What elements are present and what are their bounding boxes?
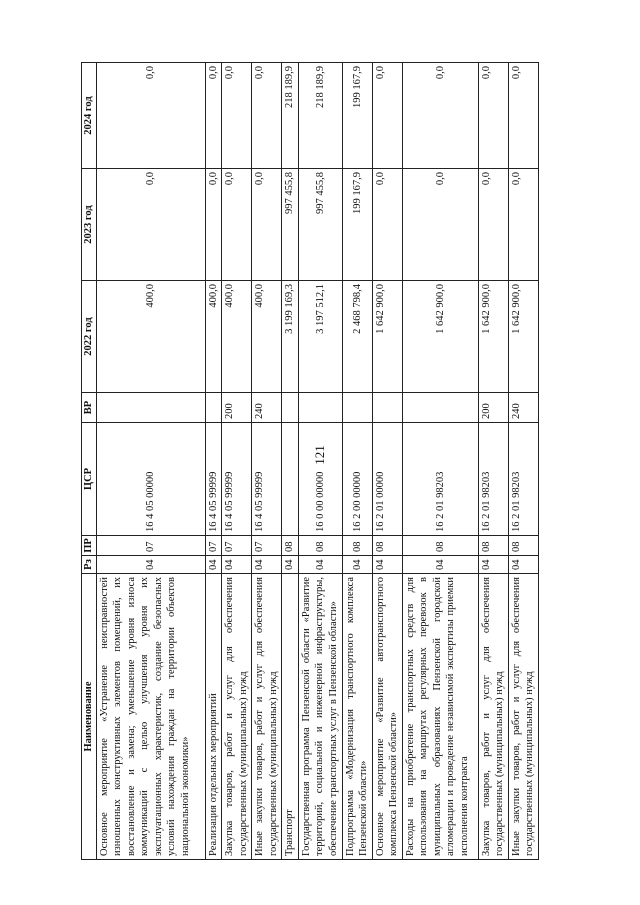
row-2024: 0,0 xyxy=(372,63,402,169)
row-2022: 400,0 xyxy=(222,281,252,393)
row-vr xyxy=(298,393,342,423)
row-2024: 218 189,9 xyxy=(298,63,342,169)
row-2023: 0,0 xyxy=(372,169,402,281)
row-name: Основное мероприятие «Устранение неисправностей изношенных конструктивных элементов помещений, их восстановление и замена; уменьшение уровня износа коммуникаций с целью улучшения уровня их эксплуатационных характеристик, создание безопасных условий нахождения граждан на территории объектов национальной экономики» xyxy=(97,574,206,860)
row-csr: 16 4 05 99999 xyxy=(222,423,252,536)
row-vr: 240 xyxy=(252,393,282,423)
row-name: Реализация отдельных мероприятий xyxy=(206,574,222,860)
row-pr: 07 xyxy=(206,536,222,556)
row-vr xyxy=(402,393,478,423)
row-vr xyxy=(342,393,372,423)
row-csr: 16 2 01 00000 xyxy=(372,423,402,536)
row-pr: 07 xyxy=(252,536,282,556)
row-vr xyxy=(206,393,222,423)
row-csr: 16 2 01 98203 xyxy=(478,423,508,536)
header-vr: ВР xyxy=(82,393,97,423)
row-name: Транспорт xyxy=(282,574,298,860)
header-rz: Рз xyxy=(82,556,97,574)
row-2023: 997 455,8 xyxy=(298,169,342,281)
row-rz: 04 xyxy=(206,556,222,574)
row-csr: 16 0 00 00000 xyxy=(298,423,342,536)
header-pr: ПР xyxy=(82,536,97,556)
table-row xyxy=(372,63,402,860)
row-2022: 1 642 900,0 xyxy=(372,281,402,393)
row-name: Закупка товаров, работ и услуг для обеспечения государственных (муниципальных) нужд xyxy=(478,574,508,860)
row-name: Расходы на приобретение транспортных средств для использования на маршрутах регулярных перевозок в муниципальных образованиях Пензенской городской агломерации и проведение независимой экспертизы приемки исполнения контракта xyxy=(402,574,478,860)
table-row xyxy=(206,63,222,860)
table-row xyxy=(298,63,342,860)
header-2023: 2023 год xyxy=(82,169,97,281)
row-2022: 400,0 xyxy=(97,281,206,393)
table-row xyxy=(252,63,282,860)
header-2022: 2022 год xyxy=(82,281,97,393)
row-2024: 199 167,9 xyxy=(342,63,372,169)
row-2022: 3 199 169,3 xyxy=(282,281,298,393)
header-2024: 2024 год xyxy=(82,63,97,169)
row-pr: 08 xyxy=(282,536,298,556)
row-2022: 3 197 512,1 xyxy=(298,281,342,393)
table-row xyxy=(342,63,372,860)
row-2023: 997 455,8 xyxy=(282,169,298,281)
row-rz: 04 xyxy=(342,556,372,574)
row-2022: 400,0 xyxy=(252,281,282,393)
row-2024: 0,0 xyxy=(402,63,478,169)
row-name: Основное мероприятие «Развитие автотранспортного комплекса Пензенской области» xyxy=(372,574,402,860)
row-pr: 08 xyxy=(298,536,342,556)
row-rz: 04 xyxy=(508,556,538,574)
row-name: Закупка товаров, работ и услуг для обеспечения государственных (муниципальных) нужд xyxy=(222,574,252,860)
row-csr xyxy=(282,423,298,536)
row-csr: 16 2 00 00000 xyxy=(342,423,372,536)
row-2024: 0,0 xyxy=(222,63,252,169)
table-row xyxy=(478,63,508,860)
table-row xyxy=(222,63,252,860)
row-name: Подпрограмма «Модернизация транспортного комплекса Пензенской области» xyxy=(342,574,372,860)
row-name: Иные закупки товаров, работ и услуг для обеспечения государственных (муниципальных) нужд xyxy=(252,574,282,860)
row-2023: 0,0 xyxy=(222,169,252,281)
row-2023: 0,0 xyxy=(252,169,282,281)
row-csr: 16 2 01 98203 xyxy=(402,423,478,536)
row-2024: 0,0 xyxy=(206,63,222,169)
row-vr: 200 xyxy=(478,393,508,423)
row-2022: 1 642 900,0 xyxy=(402,281,478,393)
row-2024: 0,0 xyxy=(478,63,508,169)
page-number: 121 xyxy=(312,445,327,465)
row-2024: 218 189,9 xyxy=(282,63,298,169)
header-row xyxy=(82,63,97,860)
row-2024: 0,0 xyxy=(97,63,206,169)
row-pr: 08 xyxy=(402,536,478,556)
row-pr: 07 xyxy=(97,536,206,556)
table-row xyxy=(402,63,478,860)
rotated-table-container xyxy=(81,63,557,860)
row-2023: 0,0 xyxy=(508,169,538,281)
row-csr: 16 4 05 00000 xyxy=(97,423,206,536)
row-vr: 240 xyxy=(508,393,538,423)
row-2022: 400,0 xyxy=(206,281,222,393)
row-rz: 04 xyxy=(298,556,342,574)
row-2024: 0,0 xyxy=(508,63,538,169)
header-csr: ЦСР xyxy=(82,423,97,536)
row-pr: 08 xyxy=(478,536,508,556)
row-rz: 04 xyxy=(222,556,252,574)
row-vr xyxy=(97,393,206,423)
row-2024: 0,0 xyxy=(252,63,282,169)
row-csr: 16 2 01 98203 xyxy=(508,423,538,536)
row-pr: 07 xyxy=(222,536,252,556)
row-rz: 04 xyxy=(97,556,206,574)
row-pr: 08 xyxy=(508,536,538,556)
row-csr: 16 4 05 99999 xyxy=(206,423,222,536)
row-2023: 199 167,9 xyxy=(342,169,372,281)
row-vr xyxy=(372,393,402,423)
row-2023: 0,0 xyxy=(402,169,478,281)
row-2022: 2 468 798,4 xyxy=(342,281,372,393)
row-rz: 04 xyxy=(282,556,298,574)
row-csr: 16 4 05 99999 xyxy=(252,423,282,536)
row-name: Иные закупки товаров, работ и услуг для обеспечения государственных (муниципальных) нужд xyxy=(508,574,538,860)
row-2022: 1 642 900,0 xyxy=(478,281,508,393)
row-2023: 0,0 xyxy=(206,169,222,281)
row-pr: 08 xyxy=(342,536,372,556)
row-pr: 08 xyxy=(372,536,402,556)
header-name: Наименование xyxy=(82,574,97,860)
table-row xyxy=(508,63,538,860)
row-rz: 04 xyxy=(372,556,402,574)
row-rz: 04 xyxy=(478,556,508,574)
row-2023: 0,0 xyxy=(97,169,206,281)
row-2022: 1 642 900,0 xyxy=(508,281,538,393)
row-name: Государственная программа Пензенской области «Развитие территорий, социальной и инженерной инфраструктуры, обеспечение транспортных услуг в Пензенской области» xyxy=(298,574,342,860)
row-vr: 200 xyxy=(222,393,252,423)
row-vr xyxy=(282,393,298,423)
row-rz: 04 xyxy=(252,556,282,574)
table-row xyxy=(97,63,206,860)
row-2023: 0,0 xyxy=(478,169,508,281)
table-row xyxy=(282,63,298,860)
row-rz: 04 xyxy=(402,556,478,574)
budget-table xyxy=(81,62,539,860)
